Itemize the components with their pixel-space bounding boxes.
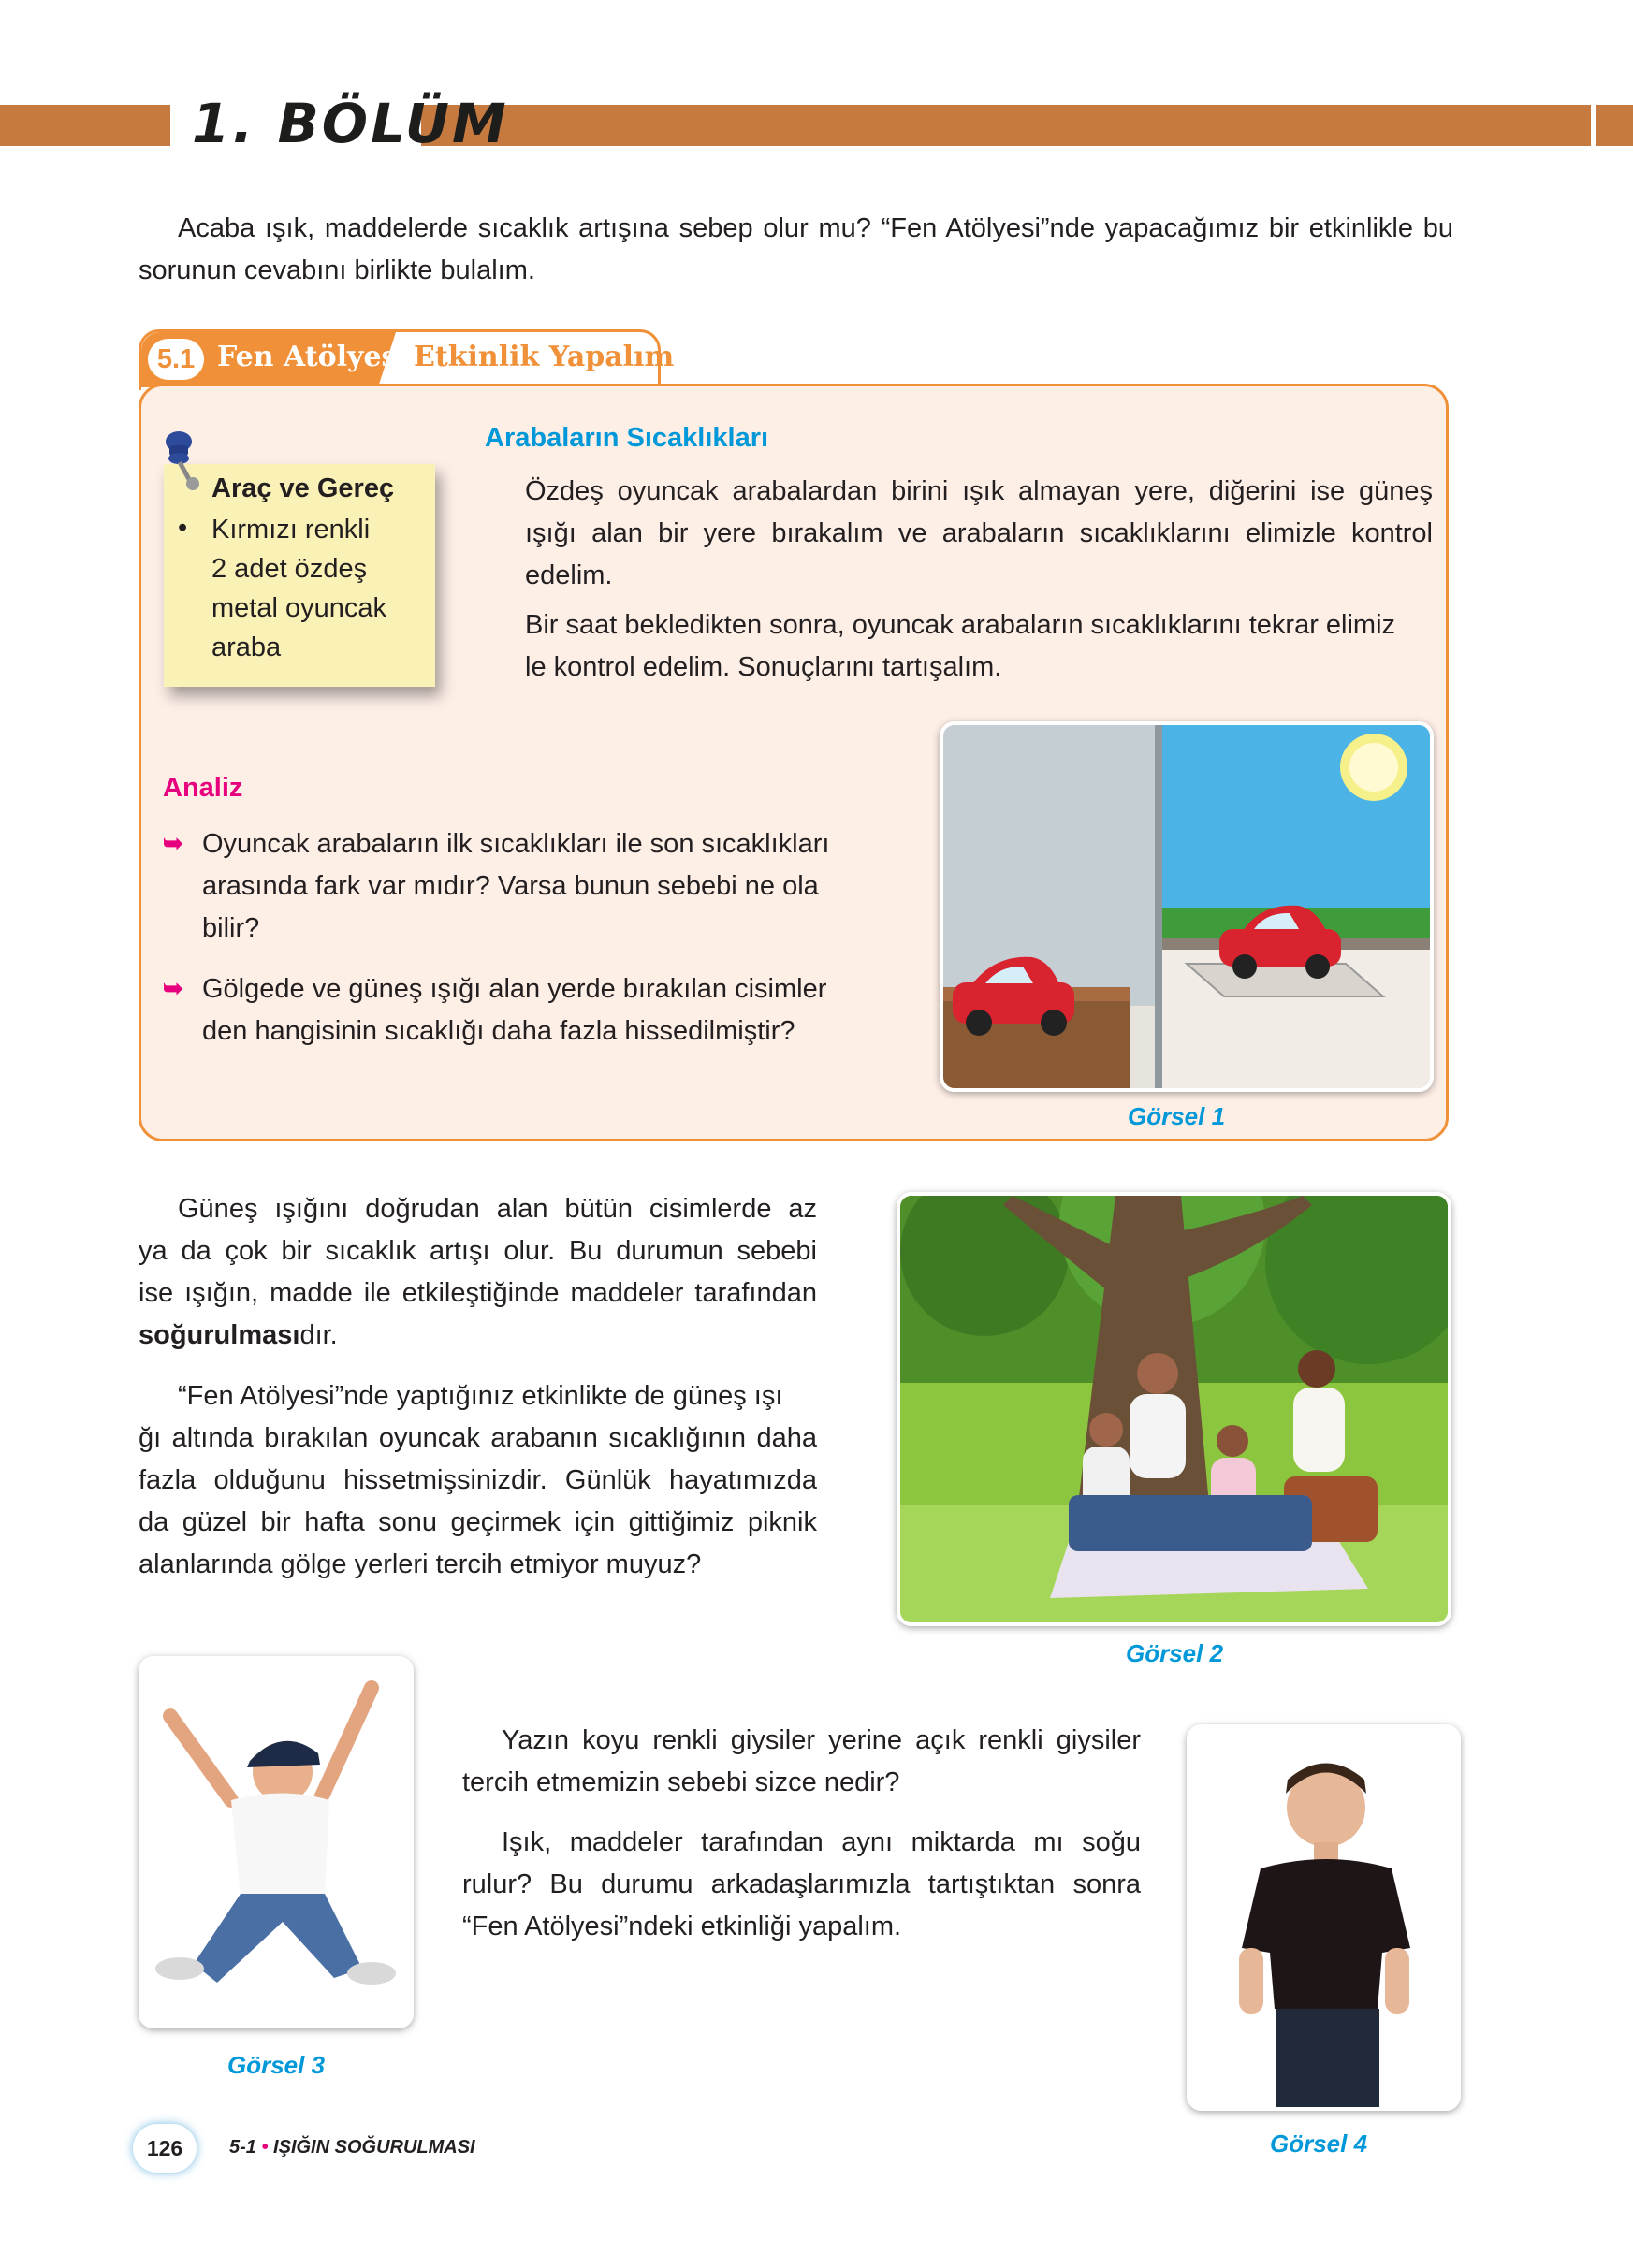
- picnic-photo: [897, 1192, 1451, 1626]
- chapter-title: 1. BÖLÜM: [192, 92, 509, 155]
- question-line: Oyuncak arabaların ilk sıcaklıkları ile son sıcaklıkları: [202, 829, 830, 859]
- materials-line: Kırmızı renkli: [211, 515, 371, 545]
- question-line: bilir?: [202, 913, 260, 943]
- header-band-right: [421, 105, 1591, 146]
- materials-title: Araç ve Gereç: [211, 473, 395, 503]
- activity-paragraph-2: [525, 604, 1433, 689]
- key-term: soğurulması: [139, 1320, 300, 1350]
- jumping-child-photo: [139, 1656, 414, 2028]
- activity-line: Bir saat bekledikten sonra, oyuncak arabaların sıcaklıklarını tekrar elimiz: [525, 610, 1396, 640]
- section2-paragraph-2: [139, 1375, 817, 1586]
- image-caption-2: Görsel 2: [1126, 1639, 1224, 1667]
- page-number: 126: [133, 2124, 197, 2173]
- analysis-question-1: [202, 823, 876, 950]
- footer-section-number: 5-1: [229, 2137, 256, 2158]
- activity-paragraph-1: [525, 471, 1433, 597]
- section2-line: ise ışığın, madde ile etkileştiğinde maddeler tarafından: [139, 1278, 817, 1308]
- activity-label: Fen Atölyesi: [217, 341, 408, 373]
- section2-line: fazla olduğunu hissetmişsinizdir. Günlük hayatımızda: [139, 1465, 817, 1495]
- section3-line: tercih etmemizin sebebi sizce nedir?: [462, 1767, 900, 1797]
- materials-line: 2 adet özdeş: [211, 554, 368, 584]
- footer-section-title: [229, 2137, 475, 2159]
- activity-title: Arabaların Sıcaklıkları: [485, 423, 769, 453]
- activity-line: le kontrol edelim. Sonuçlarını tartışalım.: [525, 652, 1002, 682]
- question-line: den hangisinin sıcaklığı daha fazla hissedilmiştir?: [202, 1016, 795, 1046]
- image-caption-3: Görsel 3: [227, 2051, 326, 2079]
- activity-line: ışığı alan bir yere bırakalım ve arabaların sıcaklıklarını elimizle kontrol: [525, 518, 1433, 548]
- image-caption-1: Görsel 1: [1128, 1102, 1226, 1130]
- section2-line: alanlarında gölge yerleri tercih etmiyor muyuz?: [139, 1549, 702, 1579]
- boy-black-shirt-photo: [1187, 1724, 1461, 2111]
- header-band-end: [1596, 105, 1633, 146]
- image-caption-4: Görsel 4: [1270, 2130, 1368, 2158]
- activity-subtitle: Etkinlik Yapalım: [414, 341, 675, 373]
- section3-line: Işık, maddeler tarafından aynı miktarda mı soğu: [502, 1827, 1141, 1857]
- section3-paragraph-1: [462, 1720, 1141, 1804]
- activity-line: edelim.: [525, 560, 613, 590]
- footer-title: IŞIĞIN SOĞURULMASI: [273, 2137, 475, 2158]
- intro-text: Acaba ışık, maddelerde sıcaklık artışına sebep olur mu? “Fen Atölyesi”nde yapacağımız bir etkinlikle bu sorunun cevabını birlikte bulalım.: [139, 213, 1453, 285]
- section2-paragraph-1: [139, 1188, 817, 1357]
- section3-paragraph-2: [462, 1822, 1141, 1948]
- section2-line-end: dır.: [299, 1320, 338, 1350]
- question-line: Gölgede ve güneş ışığı alan yerde bırakılan cisimler: [202, 974, 827, 1004]
- question-line: arasında fark var mıdır? Varsa bunun sebebi ne ola: [202, 871, 819, 901]
- footer-separator: •: [261, 2137, 269, 2158]
- materials-bullet: •: [178, 513, 188, 543]
- arrow-icon: ➥: [163, 829, 183, 857]
- intro-paragraph: [139, 208, 1453, 292]
- header-band-left: [0, 105, 170, 146]
- pushpin-icon: [159, 429, 215, 490]
- section3-line: “Fen Atölyesi”ndeki etkinliği yapalım.: [462, 1912, 902, 1941]
- arrow-icon: ➥: [163, 974, 183, 1002]
- activity-line: Özdeş oyuncak arabalardan birini ışık almayan yere, diğerini ise güneş: [525, 476, 1433, 506]
- section2-line: Güneş ışığını doğrudan alan bütün cisimlerde az: [178, 1194, 817, 1224]
- section2-line: “Fen Atölyesi”nde yaptığınız etkinlikte de güneş ışı: [178, 1381, 783, 1411]
- analysis-title: Analiz: [163, 773, 243, 803]
- section2-line: ya da çok bir sıcaklık artışı olur. Bu durumun sebebi: [139, 1236, 817, 1266]
- section2-line: ğı altında bırakılan oyuncak arabanın sıcaklığının daha: [139, 1423, 817, 1453]
- analysis-question-2: [202, 968, 876, 1053]
- materials-line: araba: [211, 632, 282, 662]
- section3-line: Yazın koyu renkli giysiler yerine açık renkli giysiler: [502, 1725, 1141, 1755]
- activity-number: 5.1: [148, 339, 204, 380]
- cars-illustration: [940, 721, 1434, 1092]
- materials-line: metal oyuncak: [211, 593, 386, 623]
- section2-line: da güzel bir hafta sonu geçirmek için gittiğimiz piknik: [139, 1507, 817, 1537]
- section3-line: rulur? Bu durumu arkadaşlarımızla tartıştıktan sonra: [462, 1869, 1141, 1899]
